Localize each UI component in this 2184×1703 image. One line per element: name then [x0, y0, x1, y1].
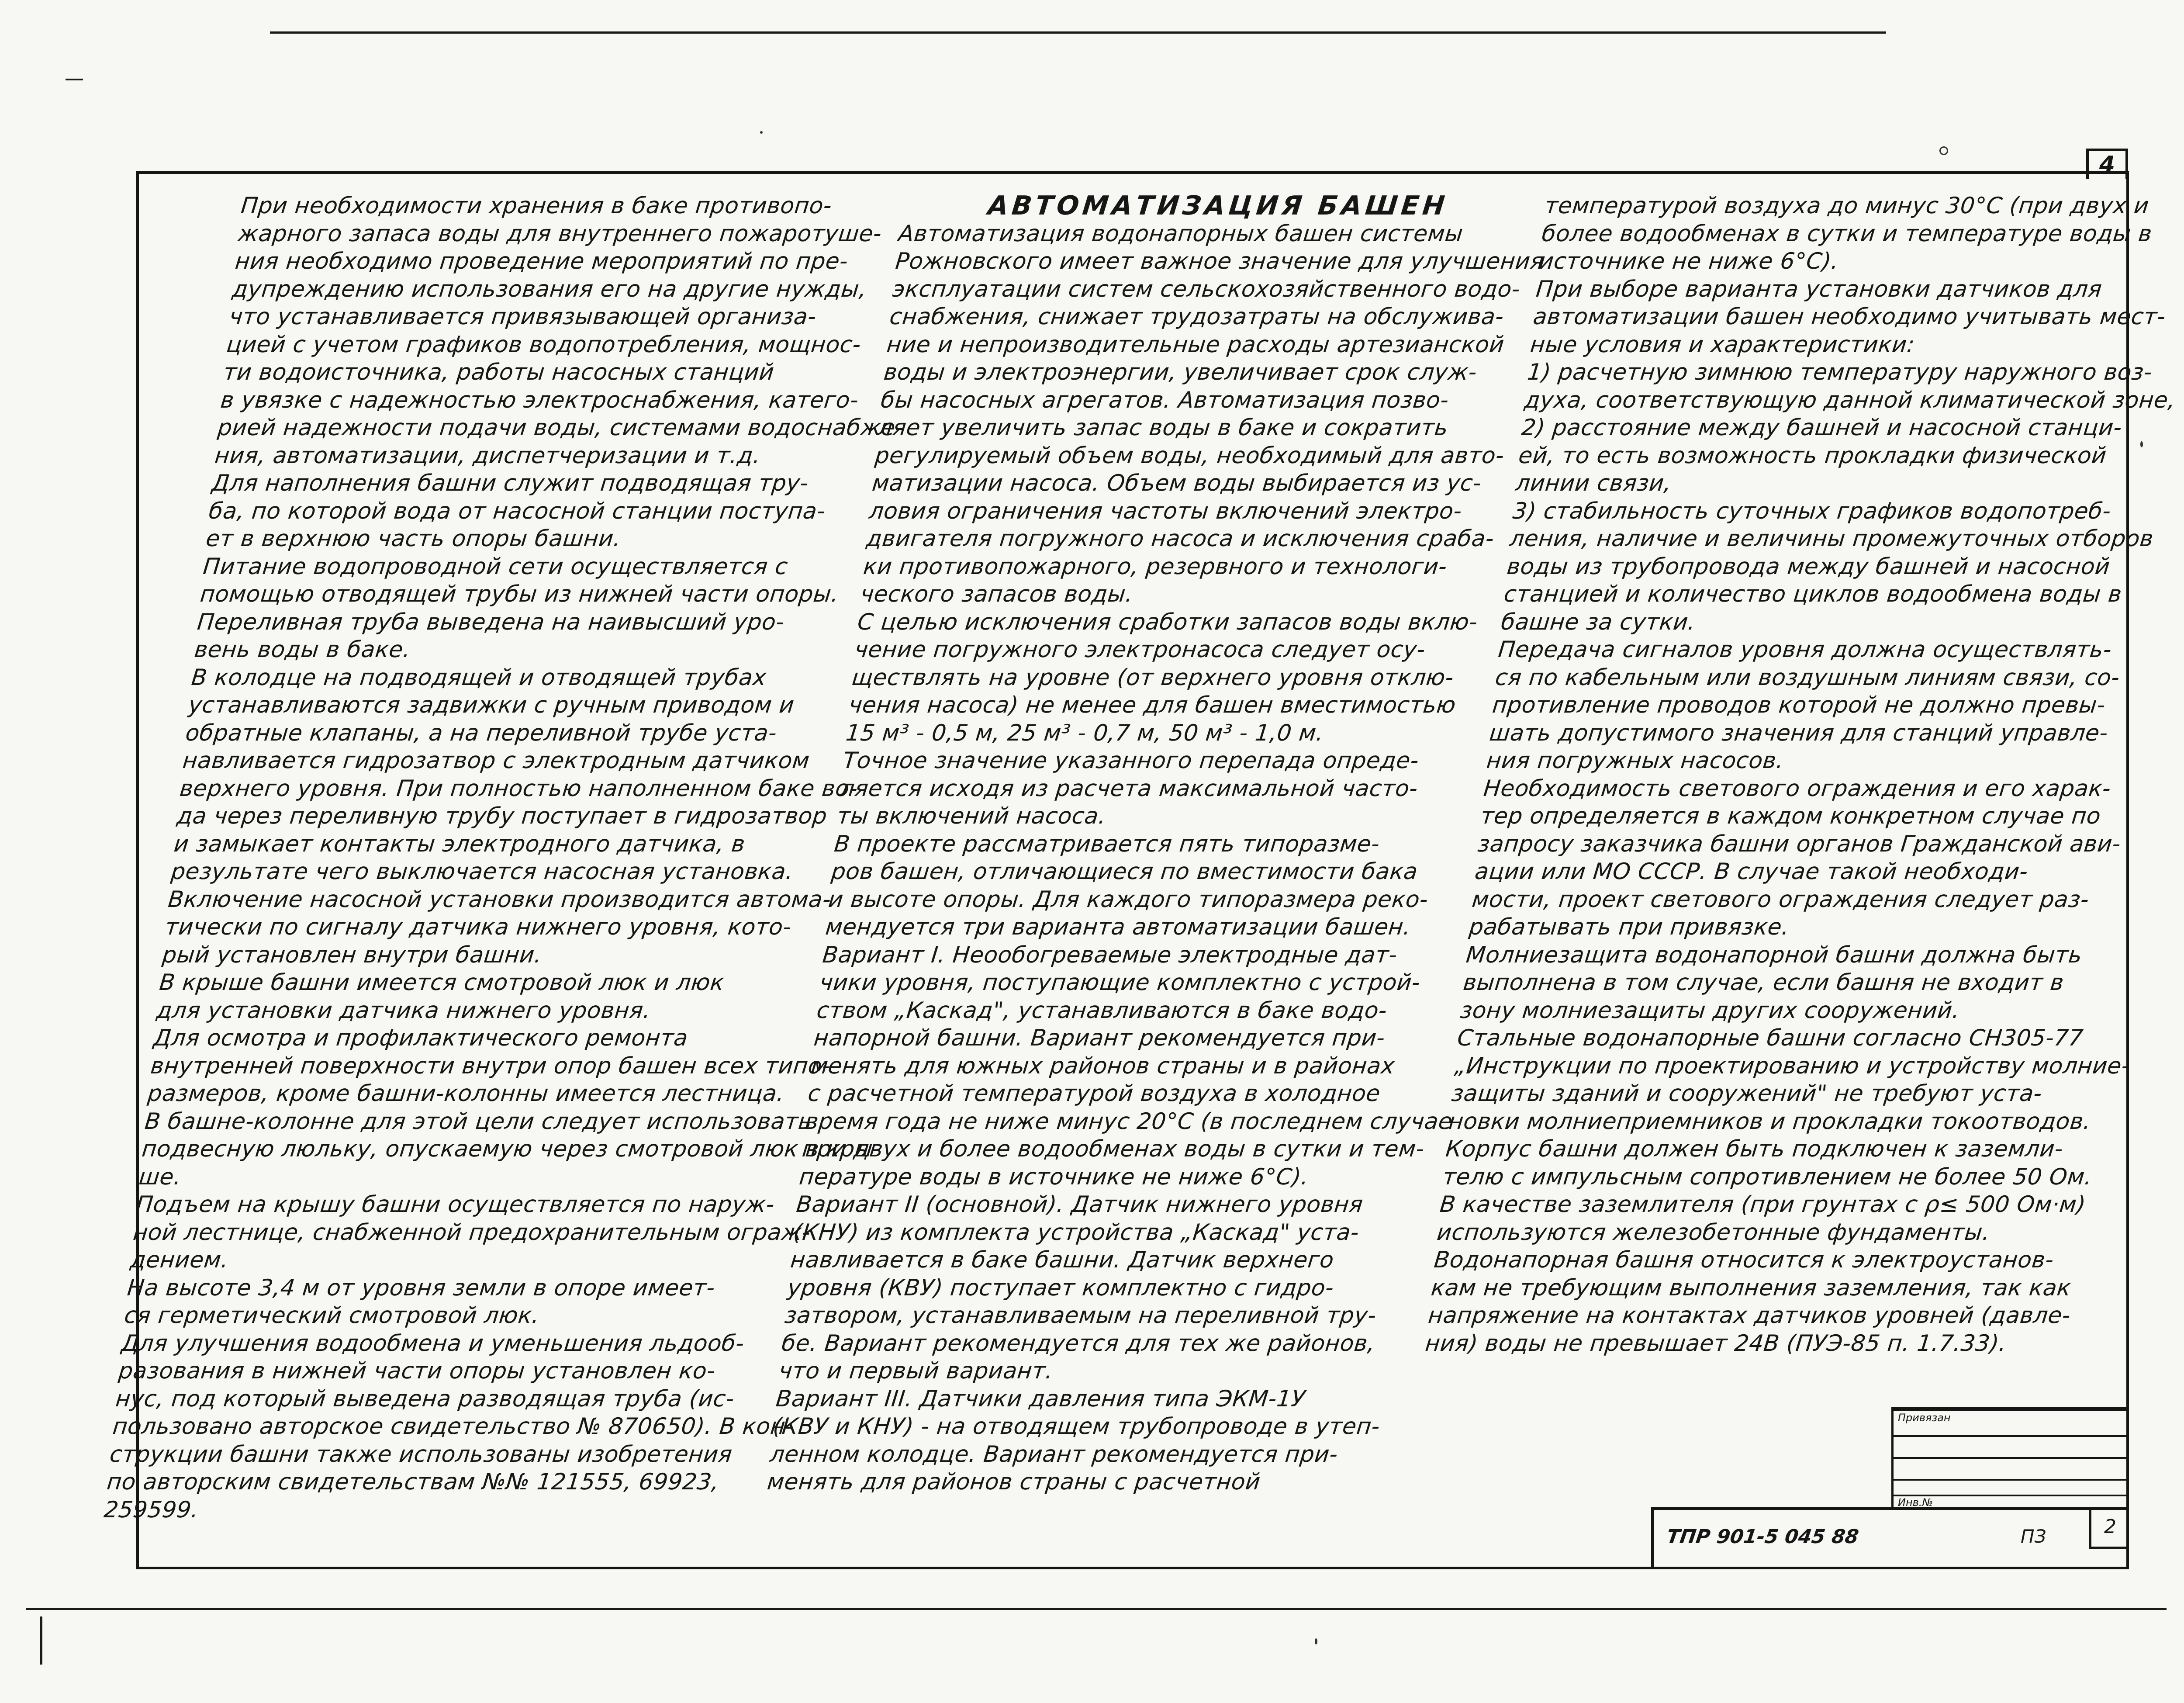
text-line: ловия ограничения частоты включений электро- [868, 498, 1463, 524]
text-line: В качестве заземлителя (при грунтах с ρ≤ 500 Ом·м) [1438, 1191, 2087, 1218]
text-line: ной лестнице, снабженной предохранительным ограж- [131, 1219, 812, 1246]
text-line: чения насоса) не менее для башен вместимостью [847, 692, 1457, 718]
text-line: пользовано авторское свидетельство № 870650). В кон- [111, 1413, 795, 1440]
text-line: ти водоисточника, работы насосных станций [222, 359, 776, 385]
text-line: Молниезащита водонапорной башни должна быть [1465, 941, 2084, 968]
text-line: Рожновского имеет важное значение для улучшения [894, 248, 1545, 274]
text-line: (КВУ и КНУ) - на отводящем трубопроводе в утеп- [771, 1413, 1382, 1440]
text-line: затвором, устанавливаемым на переливной тру- [783, 1302, 1378, 1329]
corner-mark [66, 79, 83, 80]
text-line: Подъем на крышу башни осуществляется по наруж- [135, 1191, 776, 1218]
text-line: пературе воды в источнике не ниже 6°С). [798, 1163, 1310, 1190]
text-line: Вариант I. Неообогреваемые электродные дат- [821, 941, 1399, 968]
text-line: верхнего уровня. При полностью наполненном баке во- [178, 775, 859, 802]
text-line: ческого запасов воды. [859, 581, 1135, 607]
scan-speck [1939, 146, 1948, 155]
text-line: ния необходимо проведение мероприятий по пре- [234, 248, 850, 274]
text-line: и высоте опоры. Для каждого типоразмера реко- [827, 886, 1430, 913]
middle-lines [766, 220, 1545, 1496]
text-line: бы насосных агрегатов. Автоматизация позво- [879, 387, 1450, 413]
text-line: уровня (КВУ) поступает комплектно с гидро- [786, 1274, 1335, 1301]
text-line: ные условия и характеристики: [1529, 331, 1916, 358]
text-line: противление проводов которой не должно превы- [1491, 692, 2107, 718]
text-line: ей, то есть возможность прокладки физической [1517, 442, 2108, 469]
text-line: используются железобетонные фундаменты. [1435, 1219, 1991, 1246]
title-block [1651, 1507, 2129, 1569]
text-line: ленном колодце. Вариант рекомендуется при- [769, 1441, 1339, 1468]
text-line: зону молниезащиты других сооружений. [1459, 997, 1961, 1024]
text-line: тер определяется в каждом конкретном случае по [1479, 803, 2102, 829]
text-line: ления, наличие и величины промежуточных отборов [1508, 526, 2155, 552]
text-line: помощью отводящей трубы из нижней части опоры. [199, 581, 840, 607]
text-line: ния, автоматизации, диспетчеризации и т.д. [213, 442, 762, 469]
sheet-number: 2 [2089, 1507, 2129, 1549]
bottom-rule [26, 1608, 2167, 1610]
text-line: запросу заказчика башни органов Гражданской ави- [1476, 831, 2122, 857]
text-line: разования в нижней части опоры установлен ко- [117, 1358, 717, 1384]
text-line: ше. [138, 1163, 183, 1190]
text-line: внутренней поверхности внутри опор башен всех типо- [149, 1052, 832, 1079]
text-line: На высоте 3,4 м от уровня земли в опоре имеет- [126, 1274, 716, 1301]
text-line: дупреждению использования его на другие нужды, [231, 276, 868, 302]
text-line: Для наполнения башни служит подводящая тру- [211, 470, 810, 496]
text-line: рабатывать при привязке. [1468, 914, 1791, 940]
text-line: ния) воды не превышает 24В (ПУЭ-85 п. 1.7.33). [1424, 1330, 2008, 1357]
text-line: размеров, кроме башни-колонны имеется лестница. [146, 1080, 786, 1107]
text-line: ации или МО СССР. В случае такой необходи- [1473, 858, 2029, 885]
text-line: 259599. [103, 1496, 200, 1523]
text-line: (КНУ) из комплекта устройства „Каскад" уста- [792, 1219, 1361, 1246]
text-line: Включение насосной установки производится автома- [166, 886, 833, 913]
text-line: ров башен, отличающиеся по вместимости бака [830, 858, 1419, 885]
text-line: ляет увеличить запас воды в баке и сократить [877, 415, 1450, 441]
text-line: ты включений насоса. [836, 803, 1108, 829]
text-line: духа, соответствующую данной климатической зоне, [1523, 387, 2177, 413]
text-line: мости, проект светового ограждения следует раз- [1470, 886, 2091, 913]
text-line: ством „Каскад", устанавливаются в баке водо- [815, 997, 1389, 1024]
text-line: автоматизации башен необходимо учитывать мест- [1532, 304, 2167, 330]
text-line: менять для южных районов страны и в районах [809, 1052, 1396, 1079]
text-line: ки противопожарного, резервного и технологи- [862, 553, 1448, 580]
stamp-row1-label: Привязан [1898, 1412, 1951, 1424]
text-line: воды из трубопровода между башней и насосной [1505, 553, 2111, 580]
binding-stamp [1891, 1407, 2127, 1507]
text-line: станцией и количество циклов водообмена воды в [1503, 581, 2123, 607]
text-line: 3) стабильность суточных графиков водопотреб- [1511, 498, 2112, 524]
text-line: что устанавливается привязывающей организа- [228, 304, 818, 330]
scan-speck [2140, 441, 2143, 447]
text-line: двигателя погружного насоса и исключения сраба- [865, 526, 1496, 552]
text-line: устанавливаются задвижки с ручным приводом и [187, 692, 796, 718]
page-number: 4 [2086, 149, 2128, 179]
text-line: Для улучшения водообмена и уменьшения льдооб- [120, 1330, 746, 1357]
text-line: снабжения, снижает трудозатраты на обслужива- [888, 304, 1505, 330]
text-line: обратные клапаны, а на переливной трубе уста- [184, 720, 778, 746]
text-line: в увязке с надежностью электроснабжения, катего- [219, 387, 860, 413]
text-line: линии связи, [1514, 470, 1673, 496]
text-line: кам не требующим выполнения заземления, так как [1430, 1274, 2073, 1301]
text-line: рией надежности подачи воды, системами водоснабже- [216, 415, 905, 441]
sheet-designation: ПЗ [2021, 1526, 2046, 1547]
text-line: выполнена в том случае, если башня не входит в [1462, 969, 2065, 996]
text-line: Корпус башни должен быть подключен к заземли- [1444, 1136, 2065, 1162]
text-line: напряжение на контактах датчиков уровней (давле- [1427, 1302, 2072, 1329]
text-line: При необходимости хранения в баке противопо- [239, 193, 833, 219]
text-line: защиты зданий и сооружений" не требуют уста- [1450, 1080, 2044, 1107]
stamp-row2-label: Инв.№ [1898, 1496, 1933, 1509]
text-line: „Инструкции по проектированию и устройству молние- [1453, 1052, 2132, 1079]
text-line: В колодце на подводящей и отводящей трубах [190, 664, 768, 691]
text-line: Питание водопроводной сети осуществляется с [202, 553, 789, 580]
text-line: подвесную люльку, опускаемую через смотровой люк в кры- [140, 1136, 883, 1162]
scan-speck [760, 131, 763, 134]
text-line: результате чего выключается насосная установка. [169, 858, 795, 885]
text-line: ся герметический смотровой люк. [123, 1302, 541, 1329]
text-line: чение погружного электронасоса следует осу- [853, 637, 1427, 663]
text-line: при двух и более водообменах воды в сутки и тем- [801, 1136, 1426, 1162]
text-line: ние и непроизводительные расходы артезианской [885, 331, 1506, 358]
text-line: ляется исходя из расчета максимальной часто- [839, 775, 1419, 802]
text-line: нус, под который выведена разводящая труба (ис- [114, 1385, 736, 1412]
text-line: Передача сигналов уровня должна осуществлять- [1496, 637, 2113, 663]
text-line: ся по кабельным или воздушным линиям связи, со- [1494, 664, 2121, 691]
text-line: воды и электроэнергии, увеличивает срок служ- [882, 359, 1479, 385]
text-line: В проекте рассматривается пять типоразме- [833, 831, 1381, 857]
text-line: Точное значение указанного перепада опреде- [841, 748, 1420, 774]
text-line: с расчетной температурой воздуха в холодное [806, 1080, 1382, 1107]
text-line: что и первый вариант. [778, 1358, 1054, 1384]
text-line: вень воды в баке. [193, 637, 412, 663]
text-line: эксплуатации систем сельскохозяйственного водо- [891, 276, 1522, 302]
text-line: тически по сигналу датчика нижнего уровня, кото- [164, 914, 793, 940]
text-line: Водонапорная башня относится к электроустанов- [1433, 1247, 2055, 1273]
text-line: навливается в баке башни. Датчик верхнего [789, 1247, 1335, 1273]
text-line: по авторским свидетельствам №№ 121555, 69923, [105, 1469, 721, 1495]
text-line: жарного запаса воды для внутреннего пожаротуше- [237, 220, 883, 247]
text-line: Для осмотра и профилактического ремонта [152, 1025, 689, 1051]
text-line: чики уровня, поступающие комплектно с устрой- [818, 969, 1422, 996]
text-line: При выборе варианта установки датчиков для [1534, 276, 2104, 302]
text-line: дением. [129, 1247, 230, 1273]
text-line: ба, по которой вода от насосной станции поступа- [207, 498, 827, 524]
text-line: рый установлен внутри башни. [161, 941, 543, 968]
text-line: 1) расчетную зимнюю температуру наружного воз- [1526, 359, 2154, 385]
left-tick [40, 1616, 42, 1665]
scan-speck [1315, 1638, 1317, 1644]
text-line: шать допустимого значения для станций управле- [1488, 720, 2109, 746]
text-line: температурой воздуха до минус 30°С (при двух и [1543, 193, 2150, 219]
section-heading: АВТОМАТИЗАЦИЯ БАШЕН [986, 190, 1450, 221]
text-line: башне за сутки. [1500, 609, 1697, 635]
text-line: да через переливную трубу поступает в гидрозатвор [175, 803, 829, 829]
text-line: Автоматизация водонапорных башен системы [897, 220, 1465, 247]
text-line: напорной башни. Вариант рекомендуется при- [812, 1025, 1386, 1051]
text-line: Вариант II (основной). Датчик нижнего уровня [795, 1191, 1365, 1218]
text-line: навливается гидрозатвор с электродным датчиком [181, 748, 811, 774]
text-line: бе. Вариант рекомендуется для тех же районов, [780, 1330, 1377, 1357]
document-code: ТПР 901-5 045 88 [1665, 1526, 1860, 1548]
text-line: новки молниеприемников и прокладки токоотводов. [1447, 1108, 2092, 1135]
text-line: ществлять на уровне (от верхнего уровня отклю- [850, 664, 1455, 691]
text-line: Переливная труба выведена на наивысший уро- [196, 609, 786, 635]
text-line: Необходимость светового ограждения и его харак- [1482, 775, 2112, 802]
text-line: ет в верхнюю часть опоры башни. [204, 526, 622, 552]
text-line: менять для районов страны с расчетной [766, 1469, 1262, 1495]
text-line: время года не ниже минус 20°С (в последнем случае [804, 1108, 1454, 1135]
text-line: регулируемый объем воды, необходимый для авто- [874, 442, 1506, 469]
text-line: ния погружных насосов. [1485, 748, 1785, 774]
text-line: струкции башни также использованы изобретения [108, 1441, 734, 1468]
text-line: более водообменах в сутки и температуре воды в [1541, 220, 2153, 247]
right-text-column [1424, 192, 2180, 1357]
text-line: Вариант III. Датчики давления типа ЭКМ-1У [774, 1385, 1307, 1412]
text-line: С целью исключения сработки запасов воды вклю- [856, 609, 1479, 635]
text-line: цией с учетом графиков водопотребления, мощнос- [225, 331, 863, 358]
text-line: 2) расстояние между башней и насосной станци- [1520, 415, 2123, 441]
text-line: и замыкает контакты электродного датчика, в [173, 831, 746, 857]
text-line: источнике не ниже 6°С). [1538, 248, 1840, 274]
text-line: мендуется три варианта автоматизации башен. [824, 914, 1412, 940]
text-line: матизации насоса. Объем воды выбирается из ус- [871, 470, 1483, 496]
text-line: В крыше башни имеется смотровой люк и люк [158, 969, 726, 996]
text-line: 15 м³ - 0,5 м, 25 м³ - 0,7 м, 50 м³ - 1,0 м. [844, 720, 1325, 746]
text-line: Стальные водонапорные башни согласно СН305-77 [1456, 1025, 2085, 1051]
text-line: для установки датчика нижнего уровня. [155, 997, 652, 1024]
text-line: телю с импульсным сопротивлением не более 50 Ом. [1441, 1163, 2094, 1190]
text-line: В башне-колонне для этой цели следует использовать [143, 1108, 813, 1135]
top-rule [270, 31, 1886, 34]
